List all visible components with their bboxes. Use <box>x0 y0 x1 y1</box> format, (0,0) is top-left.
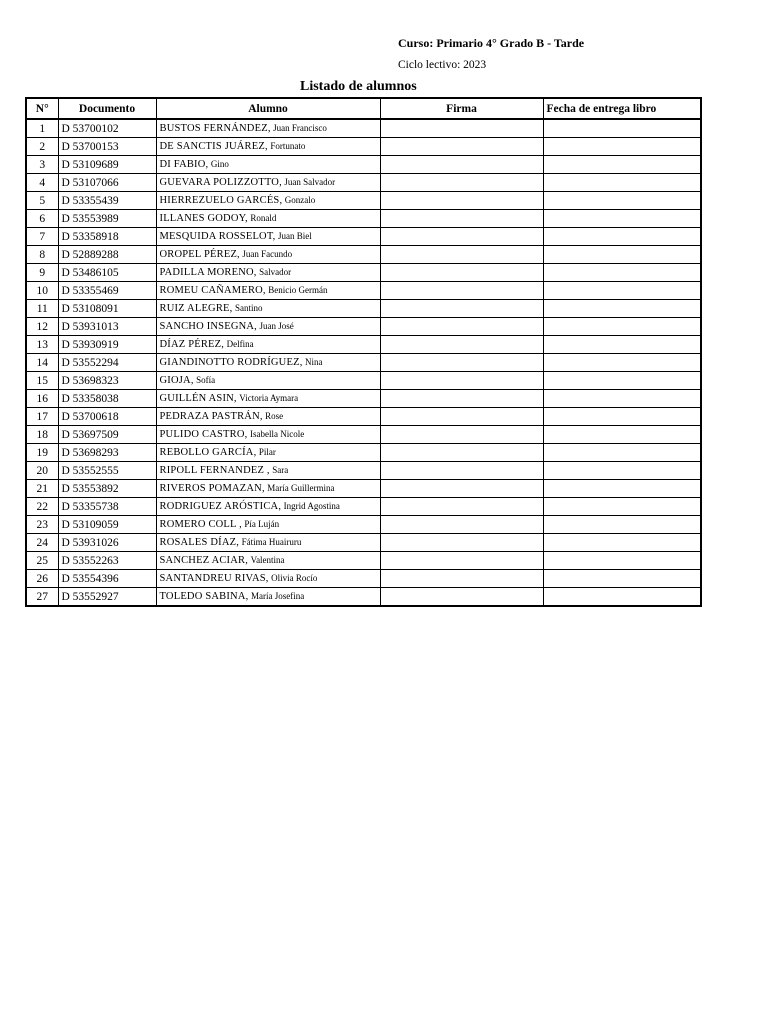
document-cell: D 53553892 <box>58 480 156 498</box>
book-delivery-date-cell <box>543 228 701 246</box>
course-title: Curso: Primario 4° Grado B - Tarde <box>398 36 585 50</box>
row-number: 24 <box>26 534 58 552</box>
student-surname: RUIZ ALEGRE, <box>159 303 233 314</box>
table-row <box>26 174 701 192</box>
document-cell: D 53698293 <box>58 444 156 462</box>
student-surname: DI FABIO, <box>159 159 209 170</box>
student-surname: DÍAZ PÉREZ, <box>159 339 225 350</box>
student-name-cell <box>156 570 380 588</box>
student-given-name: Valentina <box>250 555 285 565</box>
document-cell: D 53697509 <box>58 426 156 444</box>
student-given-name: Sara <box>272 465 289 475</box>
book-delivery-date-cell <box>543 516 701 534</box>
table-row <box>26 390 701 408</box>
student-name-cell <box>156 156 380 174</box>
student-surname: GUEVARA POLIZZOTTO, <box>159 177 282 188</box>
row-number: 22 <box>26 498 58 516</box>
row-number: 13 <box>26 336 58 354</box>
student-given-name: Juan Biel <box>278 231 312 241</box>
document-cell: D 53358038 <box>58 390 156 408</box>
row-number: 26 <box>26 570 58 588</box>
row-number: 25 <box>26 552 58 570</box>
signature-cell <box>380 156 543 174</box>
list-title: Listado de alumnos <box>300 79 417 94</box>
document-cell: D 53931026 <box>58 534 156 552</box>
student-surname: SANCHO INSEGNA, <box>159 321 258 332</box>
row-number: 10 <box>26 282 58 300</box>
student-name-cell <box>156 390 380 408</box>
student-given-name: Juan Francisco <box>273 123 327 133</box>
student-surname: BUSTOS FERNÁNDEZ, <box>159 123 271 134</box>
document-cell: D 53355738 <box>58 498 156 516</box>
student-surname: PULIDO CASTRO, <box>159 429 248 440</box>
signature-cell <box>380 426 543 444</box>
row-number: 14 <box>26 354 58 372</box>
student-name-cell <box>156 426 380 444</box>
table-row <box>26 138 701 156</box>
row-number: 23 <box>26 516 58 534</box>
signature-cell <box>380 119 543 138</box>
row-number: 16 <box>26 390 58 408</box>
student-given-name: Juan Salvador <box>284 177 336 187</box>
student-surname: PEDRAZA PASTRÁN, <box>159 411 263 422</box>
student-name-cell <box>156 174 380 192</box>
book-delivery-date-cell <box>543 408 701 426</box>
school-year: Ciclo lectivo: 2023 <box>398 59 487 71</box>
student-name-cell <box>156 264 380 282</box>
student-given-name: Juan Facundo <box>242 249 293 259</box>
student-name-cell <box>156 210 380 228</box>
book-delivery-date-cell <box>543 318 701 336</box>
student-surname: PADILLA MORENO, <box>159 267 257 278</box>
signature-cell <box>380 138 543 156</box>
document-cell: D 53107066 <box>58 174 156 192</box>
signature-cell <box>380 498 543 516</box>
column-header-student: Alumno <box>156 98 380 119</box>
document-cell: D 53552263 <box>58 552 156 570</box>
signature-cell <box>380 462 543 480</box>
signature-cell <box>380 282 543 300</box>
student-surname: REBOLLO GARCÍA, <box>159 447 257 458</box>
book-delivery-date-cell <box>543 588 701 607</box>
table-row <box>26 408 701 426</box>
book-delivery-date-cell <box>543 300 701 318</box>
document-cell: D 53355469 <box>58 282 156 300</box>
document-cell: D 53930919 <box>58 336 156 354</box>
table-row <box>26 336 701 354</box>
student-surname: TOLEDO SABINA, <box>159 591 249 602</box>
student-given-name: Rose <box>265 411 284 421</box>
student-name-cell <box>156 444 380 462</box>
column-header-book-delivery-date: Fecha de entrega libro <box>543 98 701 119</box>
table-row <box>26 570 701 588</box>
document-cell: D 53358918 <box>58 228 156 246</box>
book-delivery-date-cell <box>543 552 701 570</box>
book-delivery-date-cell <box>543 138 701 156</box>
document-cell: D 53931013 <box>58 318 156 336</box>
table-row <box>26 426 701 444</box>
student-given-name: María Guillermina <box>267 483 335 493</box>
table-row <box>26 480 701 498</box>
table-row <box>26 516 701 534</box>
row-number: 8 <box>26 246 58 264</box>
row-number: 17 <box>26 408 58 426</box>
table-body <box>26 119 701 606</box>
document-cell: D 53698323 <box>58 372 156 390</box>
column-header-number: N° <box>26 98 58 119</box>
book-delivery-date-cell <box>543 462 701 480</box>
row-number: 19 <box>26 444 58 462</box>
document-cell: D 53554396 <box>58 570 156 588</box>
document-cell: D 53109059 <box>58 516 156 534</box>
signature-cell <box>380 228 543 246</box>
student-name-cell <box>156 192 380 210</box>
student-surname: ILLANES GODOY, <box>159 213 248 224</box>
book-delivery-date-cell <box>543 372 701 390</box>
signature-cell <box>380 354 543 372</box>
document-cell: D 53553989 <box>58 210 156 228</box>
student-name-cell <box>156 354 380 372</box>
book-delivery-date-cell <box>543 119 701 138</box>
signature-cell <box>380 192 543 210</box>
student-surname: HIERREZUELO GARCÉS, <box>159 195 283 206</box>
student-given-name: Gonzalo <box>284 195 316 205</box>
student-surname: ROMEU CAÑAMERO, <box>159 285 266 296</box>
table-row <box>26 588 701 607</box>
book-delivery-date-cell <box>543 192 701 210</box>
row-number: 11 <box>26 300 58 318</box>
column-header-document: Documento <box>58 98 156 119</box>
student-name-cell <box>156 318 380 336</box>
student-surname: DE SANCTIS JUÁREZ, <box>159 141 268 152</box>
student-name-cell <box>156 119 380 138</box>
table-row <box>26 498 701 516</box>
table-row <box>26 282 701 300</box>
document-cell: D 53700102 <box>58 119 156 138</box>
row-number: 7 <box>26 228 58 246</box>
table-row <box>26 228 701 246</box>
student-given-name: Sofía <box>196 375 216 385</box>
student-given-name: Isabella Nicole <box>249 429 305 439</box>
signature-cell <box>380 372 543 390</box>
student-given-name: María Josefina <box>250 591 305 601</box>
book-delivery-date-cell <box>543 480 701 498</box>
student-surname: RIPOLL FERNANDEZ , <box>159 465 270 476</box>
student-surname: SANTANDREU RIVAS, <box>159 573 269 584</box>
table-row <box>26 444 701 462</box>
student-name-cell <box>156 462 380 480</box>
book-delivery-date-cell <box>543 534 701 552</box>
student-surname: GIANDINOTTO RODRÍGUEZ, <box>159 357 303 368</box>
student-name-cell <box>156 588 380 607</box>
document-cell: D 53700618 <box>58 408 156 426</box>
document-cell: D 53108091 <box>58 300 156 318</box>
row-number: 9 <box>26 264 58 282</box>
table-row <box>26 264 701 282</box>
student-surname: MESQUIDA ROSSELOT, <box>159 231 276 242</box>
table-row <box>26 119 701 138</box>
student-given-name: Juan José <box>259 321 294 331</box>
student-name-cell <box>156 516 380 534</box>
table-row <box>26 246 701 264</box>
signature-cell <box>380 588 543 607</box>
student-surname: RIVEROS POMAZAN, <box>159 483 265 494</box>
row-number: 15 <box>26 372 58 390</box>
student-name-cell <box>156 300 380 318</box>
row-number: 2 <box>26 138 58 156</box>
student-given-name: Fortunato <box>270 141 306 151</box>
student-name-cell <box>156 336 380 354</box>
table-row <box>26 300 701 318</box>
document-cell: D 53355439 <box>58 192 156 210</box>
book-delivery-date-cell <box>543 282 701 300</box>
student-surname: RODRIGUEZ ARÓSTICA, <box>159 501 282 512</box>
row-number: 4 <box>26 174 58 192</box>
student-roster-table <box>25 97 702 607</box>
table-row <box>26 462 701 480</box>
student-name-cell <box>156 246 380 264</box>
student-surname: SANCHEZ ACIAR, <box>159 555 249 566</box>
table-header-row <box>26 98 701 119</box>
student-name-cell <box>156 498 380 516</box>
table-row <box>26 156 701 174</box>
document-cell: D 53109689 <box>58 156 156 174</box>
table-row <box>26 354 701 372</box>
signature-cell <box>380 264 543 282</box>
student-surname: ROSALES DÍAZ, <box>159 537 240 548</box>
signature-cell <box>380 570 543 588</box>
table-row <box>26 210 701 228</box>
student-name-cell <box>156 408 380 426</box>
signature-cell <box>380 390 543 408</box>
document-cell: D 53700153 <box>58 138 156 156</box>
student-given-name: Benicio Germán <box>268 285 328 295</box>
signature-cell <box>380 534 543 552</box>
table-row <box>26 372 701 390</box>
book-delivery-date-cell <box>543 444 701 462</box>
book-delivery-date-cell <box>543 570 701 588</box>
row-number: 12 <box>26 318 58 336</box>
student-name-cell <box>156 534 380 552</box>
book-delivery-date-cell <box>543 354 701 372</box>
book-delivery-date-cell <box>543 426 701 444</box>
signature-cell <box>380 516 543 534</box>
student-given-name: Fátima Huairuru <box>241 537 302 547</box>
signature-cell <box>380 174 543 192</box>
document-cell: D 53552555 <box>58 462 156 480</box>
student-given-name: Victoria Aymara <box>239 393 299 403</box>
signature-cell <box>380 246 543 264</box>
row-number: 3 <box>26 156 58 174</box>
student-name-cell <box>156 228 380 246</box>
student-given-name: Nina <box>305 357 323 367</box>
student-given-name: Pía Luján <box>244 519 280 529</box>
row-number: 18 <box>26 426 58 444</box>
signature-cell <box>380 336 543 354</box>
book-delivery-date-cell <box>543 390 701 408</box>
student-name-cell <box>156 282 380 300</box>
book-delivery-date-cell <box>543 246 701 264</box>
document-cell: D 52889288 <box>58 246 156 264</box>
row-number: 5 <box>26 192 58 210</box>
book-delivery-date-cell <box>543 264 701 282</box>
student-given-name: Ingrid Agostina <box>283 501 340 511</box>
row-number: 20 <box>26 462 58 480</box>
table-row <box>26 318 701 336</box>
book-delivery-date-cell <box>543 174 701 192</box>
signature-cell <box>380 210 543 228</box>
student-name-cell <box>156 552 380 570</box>
student-given-name: Pilar <box>258 447 276 457</box>
student-surname: ROMERO COLL , <box>159 519 242 530</box>
book-delivery-date-cell <box>543 156 701 174</box>
student-given-name: Delfina <box>226 339 254 349</box>
book-delivery-date-cell <box>543 336 701 354</box>
signature-cell <box>380 480 543 498</box>
student-surname: GIOJA, <box>159 375 194 386</box>
signature-cell <box>380 318 543 336</box>
student-surname: GUILLÉN ASIN, <box>159 393 237 404</box>
student-name-cell <box>156 372 380 390</box>
student-given-name: Ronald <box>250 213 277 223</box>
table-row <box>26 534 701 552</box>
book-delivery-date-cell <box>543 498 701 516</box>
student-given-name: Santino <box>234 303 263 313</box>
table-row <box>26 192 701 210</box>
student-name-cell <box>156 480 380 498</box>
signature-cell <box>380 552 543 570</box>
student-given-name: Olivia Rocío <box>271 573 318 583</box>
signature-cell <box>380 300 543 318</box>
column-header-signature: Firma <box>380 98 543 119</box>
table-row <box>26 552 701 570</box>
student-name-cell <box>156 138 380 156</box>
row-number: 27 <box>26 588 58 607</box>
signature-cell <box>380 408 543 426</box>
document-cell: D 53552294 <box>58 354 156 372</box>
document-cell: D 53486105 <box>58 264 156 282</box>
book-delivery-date-cell <box>543 210 701 228</box>
student-surname: OROPEL PÉREZ, <box>159 249 240 260</box>
row-number: 6 <box>26 210 58 228</box>
student-given-name: Salvador <box>259 267 292 277</box>
student-given-name: Gino <box>210 159 229 169</box>
row-number: 1 <box>26 119 58 138</box>
signature-cell <box>380 444 543 462</box>
row-number: 21 <box>26 480 58 498</box>
document-cell: D 53552927 <box>58 588 156 607</box>
